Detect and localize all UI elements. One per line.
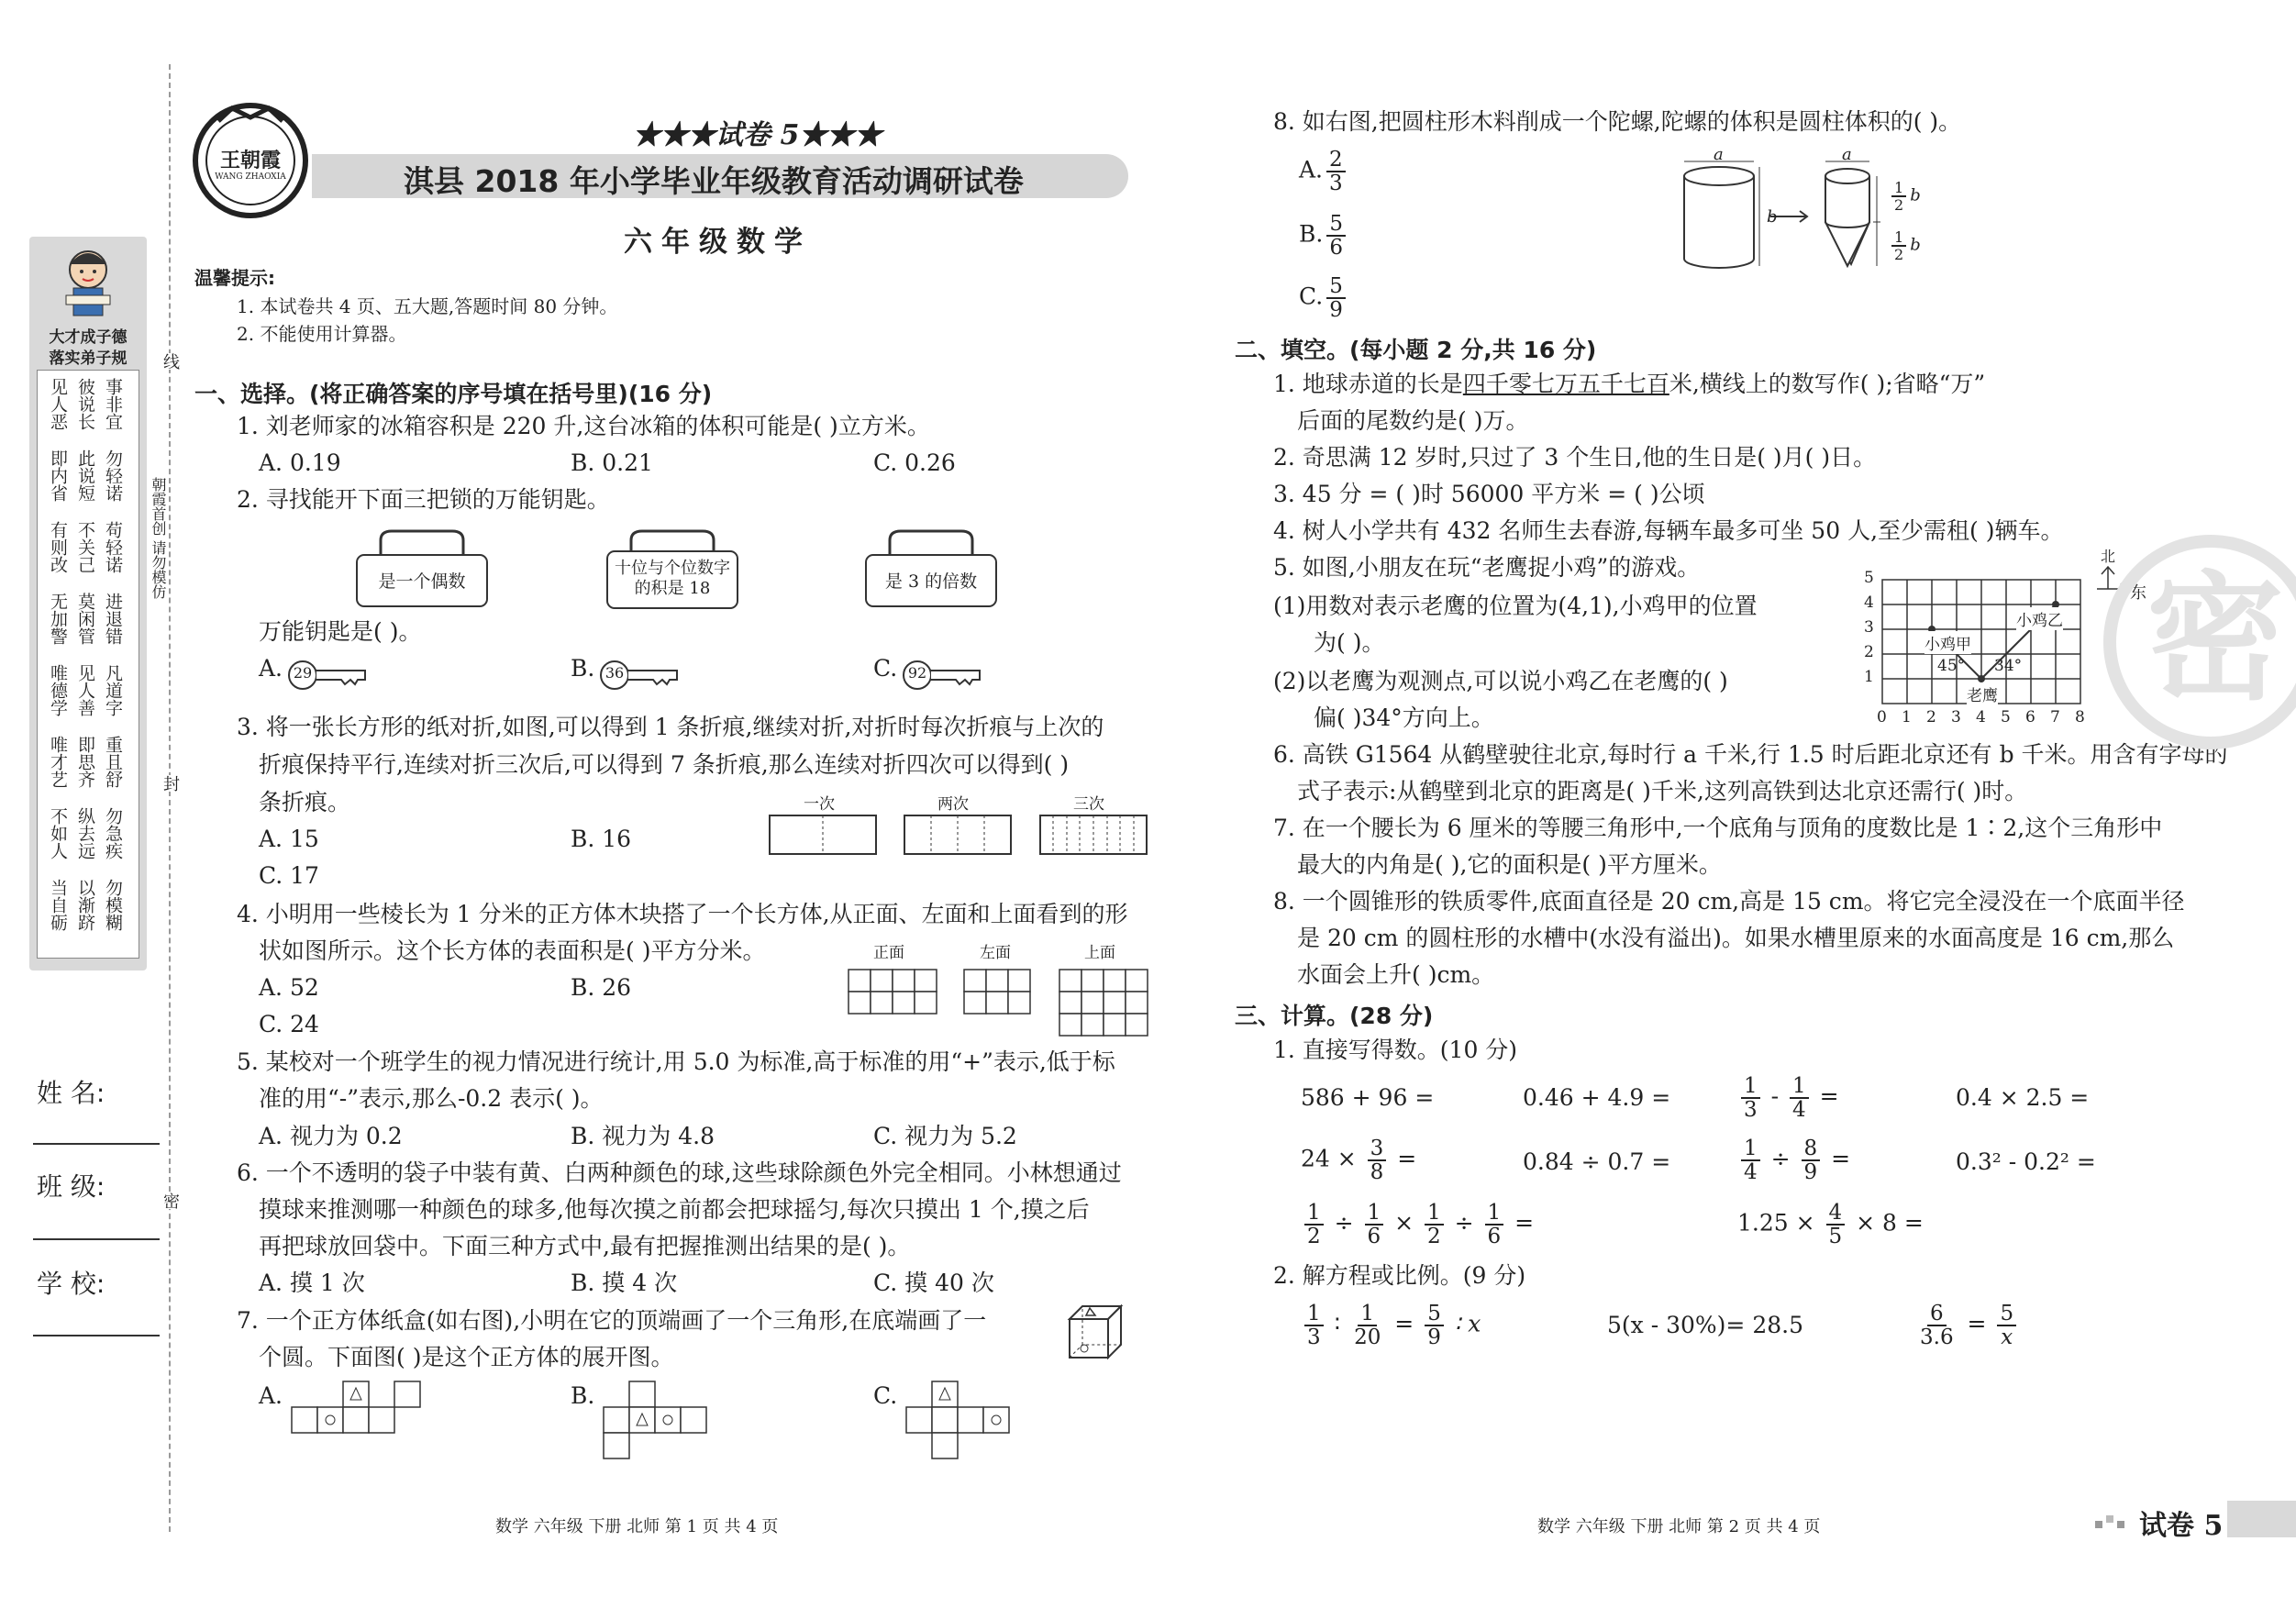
y-tick-label: 5: [1864, 569, 1874, 587]
key-b-label[interactable]: B.: [571, 655, 595, 682]
s1-q6-line1: 6. 一个不透明的袋子中装有黄、白两种颜色的球,这些球除颜色外完全相同。小林想通过: [237, 1159, 1122, 1186]
s2-q7-line2: 最大的内角是( ),它的面积是( )平方厘米。: [1297, 851, 1722, 878]
op: -: [1770, 1082, 1780, 1110]
fold-label-3: 三次: [1073, 795, 1104, 814]
bind-label-seal: 封: [158, 775, 182, 792]
bind-label-line: 线: [158, 353, 182, 370]
grid-angle-2: 34°: [1994, 657, 2023, 675]
op: =: [1514, 1209, 1535, 1237]
logo-text: 王朝霞: [219, 149, 281, 172]
op: ÷: [1454, 1209, 1474, 1237]
grid-angle-1: 45°: [1937, 657, 1966, 675]
footer-left: 数学 六年级 下册 北师 第 1 页 共 4 页: [495, 1517, 779, 1536]
lock-2: [604, 527, 741, 610]
den: 5: [1828, 1225, 1843, 1248]
fold-label-1: 一次: [804, 795, 835, 814]
fold-paper-3: [1039, 815, 1148, 855]
x-tick-label: 1: [1902, 708, 1912, 726]
num: 8: [1802, 1137, 1821, 1161]
y-tick-label: 1: [1864, 668, 1874, 686]
op: ÷: [1334, 1209, 1354, 1237]
name-label: 姓 名:: [37, 1078, 105, 1108]
s1-q8-opt-b[interactable]: [1299, 213, 1349, 259]
num: 5: [1326, 213, 1346, 237]
calc-r1c1[interactable]: 586 + 96 =: [1301, 1084, 1435, 1111]
op: ×: [1394, 1209, 1414, 1237]
s2-q6-line2: 式子表示:从鹤壁到北京的距离是( )千米,这列高铁到达北京还需行( )时。: [1297, 778, 2028, 804]
s2-q8-line1: 8. 一个圆锥形的铁质零件,底面直径是 20 cm,高是 15 cm。将它完全浸没在一个底面半径: [1273, 888, 2185, 915]
s3-sub2: 2. 解方程或比例。(9 分): [1273, 1262, 1526, 1289]
frac: [1790, 1075, 1809, 1121]
op: ∶: [1334, 1310, 1341, 1337]
den: 4: [1744, 1160, 1758, 1184]
s1-q2: 2. 寻找能开下面三把锁的万能钥匙。: [237, 486, 610, 513]
motto-column: 见人善: [75, 664, 95, 716]
school-label: 学 校:: [37, 1269, 105, 1299]
frac: [1304, 1202, 1324, 1248]
op: =: [1819, 1082, 1839, 1110]
exam-badge: ★★★试卷 5★★★: [633, 119, 882, 151]
s1-q6-opt-a[interactable]: A. 摸 1 次: [259, 1270, 365, 1296]
s2-q2: 2. 奇思满 12 岁时,只过了 3 个生日,他的生日是( )月( )日。: [1273, 444, 1877, 471]
s2-q7-line1: 7. 在一个腰长为 6 厘米的等腰三角形中,一个底角与顶角的度数比是 1∶2,这个三角形中: [1273, 815, 2163, 841]
key-b-number: 36: [605, 664, 625, 682]
frac: [1997, 1303, 2016, 1348]
eq-2[interactable]: 5(x - 30%)= 28.5: [1607, 1312, 1803, 1338]
s2-q5-1a: (1)用数对表示老鹰的位置为(4,1),小鸡甲的位置: [1273, 593, 1758, 619]
num: 1: [1365, 1202, 1384, 1225]
view-label-left: 左面: [980, 944, 1011, 962]
motto-column: 重且舒: [103, 736, 123, 788]
s2-q1-text: 1. 地球赤道的长是: [1273, 371, 1463, 397]
key-a-icon[interactable]: [286, 659, 371, 692]
tip-1: 1. 本试卷共 4 页、五大题,答题时间 80 分钟。: [237, 295, 618, 317]
lock-1: [353, 527, 491, 610]
frac: [1425, 1303, 1444, 1348]
calc-r3c2[interactable]: [1737, 1202, 1924, 1248]
calc-r1c4[interactable]: 0.4 × 2.5 =: [1956, 1084, 2090, 1111]
s1-q3-line1: 3. 将一张长方形的纸对折,如图,可以得到 1 条折痕,继续对折,对折时每次折痕与上次的: [237, 714, 1104, 740]
s1-q8-opt-a-label: A.: [1299, 156, 1324, 183]
frac: [1917, 1303, 1957, 1348]
s1-q3-opt-c[interactable]: C. 17: [259, 862, 319, 889]
s2-q3: 3. 45 分 = ( )时 56000 平方米 = ( )公顷: [1273, 481, 1705, 507]
eq-1[interactable]: [1301, 1303, 1481, 1348]
view-top: [1059, 969, 1150, 1040]
num: 1: [1741, 1075, 1760, 1099]
x-tick-label: 7: [2050, 708, 2060, 726]
section1-heading: 一、选择。(将正确答案的序号填在括号里)(16 分): [194, 381, 713, 407]
s1-q3-opt-b[interactable]: B. 16: [571, 826, 632, 852]
lock-3-label: 是 3 的倍数: [884, 571, 978, 592]
cyl-label-b: b: [1767, 207, 1778, 227]
name-field[interactable]: [33, 1143, 160, 1145]
s1-q8-opt-c[interactable]: [1299, 275, 1349, 321]
s2-q1-blank: 米,横线上的数写作( );省略“万”: [1669, 371, 1986, 397]
num: 1: [1358, 1303, 1377, 1326]
frac-5-9: [1326, 275, 1346, 321]
motto-column: 有则改: [48, 521, 68, 573]
footer-badge-bar: [2227, 1501, 2296, 1537]
num: 1: [1891, 229, 1906, 247]
s1-q5-opt-b[interactable]: B. 视力为 4.8: [571, 1123, 715, 1149]
key-a-number: 29: [293, 664, 313, 682]
calc-r3c1[interactable]: [1301, 1202, 1534, 1248]
y-tick-label: 2: [1864, 643, 1874, 661]
s1-q1-opt-a[interactable]: A. 0.19: [259, 449, 341, 476]
s2-q5-1b: 为( )。: [1314, 629, 1385, 656]
eq-3[interactable]: [1913, 1303, 2020, 1348]
frac: [1365, 1202, 1384, 1248]
s2-q8-line3: 水面会上升( )cm。: [1297, 961, 1495, 988]
s1-q4-opt-c[interactable]: C. 24: [259, 1011, 319, 1037]
fold-paper-1: [769, 815, 877, 855]
num: 1: [1425, 1202, 1444, 1225]
cube-icon: [1066, 1303, 1125, 1365]
num: 3: [1368, 1137, 1387, 1161]
motto-column: 勿急疾: [103, 807, 123, 859]
s1-q6-opt-c[interactable]: C. 摸 40 次: [873, 1270, 994, 1296]
seal-text: 密: [2146, 558, 2285, 719]
s3-sub1: 1. 直接写得数。(10 分): [1273, 1037, 1518, 1063]
motto-column: 勿模糊: [103, 879, 123, 931]
den: 8: [1370, 1160, 1384, 1184]
frac: [1425, 1202, 1444, 1248]
num: 6: [1927, 1303, 1947, 1326]
cyl-label-a: a: [1714, 145, 1724, 164]
den: 2: [1427, 1225, 1441, 1248]
frac: [1741, 1137, 1760, 1183]
calc-r1c3[interactable]: [1737, 1075, 1839, 1121]
motto-column: 以渐跻: [75, 879, 95, 931]
class-label: 班 级:: [37, 1171, 105, 1202]
key-c-label[interactable]: C.: [873, 655, 898, 682]
den: 3: [1744, 1098, 1758, 1122]
top-label-a: a: [1842, 145, 1852, 164]
op: =: [1394, 1310, 1414, 1337]
s1-q2-tail: 万能钥匙是( )。: [259, 618, 422, 645]
s1-q7-opt-a[interactable]: A.: [259, 1382, 283, 1409]
den: x: [2001, 1325, 2013, 1349]
header-swoosh: [312, 99, 1137, 103]
s1-q5-line1: 5. 某校对一个班学生的视力情况进行统计,用 5.0 为标准,高于标准的用“+”表示,低于标: [237, 1048, 1115, 1075]
s2-q8-line2: 是 20 cm 的圆柱形的水槽中(水没有溢出)。如果水槽里原来的水面高度是 16 cm,那么: [1297, 925, 2175, 951]
op: ÷: [1770, 1145, 1791, 1172]
num: 1: [1891, 180, 1906, 197]
s1-q6-opt-b[interactable]: B. 摸 4 次: [571, 1270, 678, 1296]
s1-q1-opt-c[interactable]: C. 0.26: [873, 449, 956, 476]
num: 1: [1304, 1202, 1324, 1225]
motto-bottom: 落实弟子规: [49, 349, 128, 368]
s2-q6-line1: 6. 高铁 G1564 从鹤壁驶往北京,每时行 a 千米,行 1.5 时后距北京还有 b 千米。用含有字母的: [1273, 741, 2228, 768]
den: 3.6: [1920, 1325, 1954, 1349]
motto-column: 见人恶: [48, 378, 68, 430]
school-field[interactable]: [33, 1335, 160, 1336]
den: 6: [1487, 1225, 1502, 1248]
s1-q4-opt-b[interactable]: B. 26: [571, 974, 632, 1001]
lock-1-label: 是一个偶数: [378, 571, 466, 592]
grid-eagle: 老鹰: [1967, 682, 1998, 705]
motto-column: 事非宜: [103, 378, 123, 430]
op: =: [1967, 1310, 1987, 1337]
logo-subtext: WANG ZHAOXIA: [215, 172, 286, 182]
den: 6: [1329, 236, 1343, 260]
den: 2: [1894, 246, 1904, 263]
s1-q8: 8. 如右图,把圆柱形木料削成一个陀螺,陀螺的体积是圆柱体积的( )。: [1273, 108, 1962, 135]
motto-column: 唯德学: [48, 664, 68, 716]
den: 2: [1307, 1225, 1321, 1248]
motto-column: 莫闲管: [75, 593, 95, 645]
s1-q8-opt-a[interactable]: [1299, 149, 1349, 194]
bind-label-note: 朝霞首创 请勿模仿: [150, 477, 167, 600]
motto-top: 大才成子德: [49, 328, 128, 347]
num: 5: [1997, 1303, 2016, 1326]
motto-column: 唯才艺: [48, 736, 68, 788]
den: 9: [1427, 1325, 1441, 1349]
motto-column: 即思齐: [75, 736, 95, 788]
s1-q3-line2: 折痕保持平行,连续对折三次后,可以得到 7 条折痕,那么连续对折四次可以得到( ): [259, 751, 1070, 778]
x-tick-label: 0: [1877, 708, 1887, 726]
s1-q4-line2: 状如图所示。这个长方体的表面积是( )平方分米。: [259, 937, 766, 964]
den: 6: [1367, 1225, 1381, 1248]
tip-2: 2. 不能使用计算器。: [237, 323, 407, 345]
fold-label-2: 两次: [937, 795, 969, 814]
view-front: [848, 969, 939, 1018]
s2-q1: [1273, 369, 1985, 400]
x-tick-label: 2: [1926, 708, 1936, 726]
num: 4: [1826, 1202, 1846, 1225]
s2-q5-2b: 偏( )34°方向上。: [1314, 704, 1494, 731]
num: 5: [1425, 1303, 1444, 1326]
key-c-number: 92: [907, 664, 927, 682]
frac: [1741, 1075, 1760, 1121]
grid-chick-b: 小鸡乙: [2016, 607, 2063, 630]
s1-q5-opt-c[interactable]: C. 视力为 5.2: [873, 1123, 1017, 1149]
exam-title: 淇县 2018 年小学毕业年级教育活动调研试卷: [404, 163, 1024, 199]
s2-q1-underlined: 四千零七万五千七百: [1462, 371, 1669, 397]
view-left: [963, 969, 1033, 1018]
num: 1: [1485, 1202, 1504, 1225]
s1-q5-opt-a[interactable]: A. 视力为 0.2: [259, 1123, 403, 1149]
s1-q4-opt-a[interactable]: A. 52: [259, 974, 319, 1001]
motto-column: 勿轻诺: [103, 449, 123, 502]
s2-q5-2a: (2)以老鹰为观测点,可以说小鸡乙在老鹰的( ): [1273, 668, 1728, 694]
s1-q1-opt-b[interactable]: B. 0.21: [571, 449, 653, 476]
net-a[interactable]: [288, 1380, 426, 1438]
motto-column: 即内省: [48, 449, 68, 502]
key-b-icon[interactable]: [598, 659, 682, 692]
calc-r2c2[interactable]: 0.84 ÷ 0.7 =: [1523, 1148, 1671, 1175]
s1-q5-line2: 准的用“-”表示,那么-0.2 表示( )。: [259, 1085, 604, 1112]
calc-r1c2[interactable]: 0.46 + 4.9 =: [1523, 1084, 1671, 1111]
s1-q6-line2: 摸球来推测哪一种颜色的球多,他每次摸之前都会把球摇匀,每次只摸出 1 个,摸之后: [259, 1196, 1090, 1223]
seal-watermark: [2101, 532, 2296, 752]
s1-q8-opt-b-label: B.: [1299, 220, 1324, 248]
subject-title: 六年级数学: [624, 226, 812, 259]
frac: [1351, 1303, 1383, 1348]
op: 1.25 ×: [1737, 1209, 1815, 1237]
var-b: b: [1910, 235, 1921, 255]
frac: [1368, 1137, 1387, 1183]
s2-q1-line2: 后面的尾数约是( )万。: [1297, 407, 1529, 434]
num: 1: [1790, 1075, 1809, 1099]
motto-column: 纵去远: [75, 807, 95, 859]
motto-column: 彼说长: [75, 378, 95, 430]
num: 1: [1304, 1303, 1324, 1326]
frac: [1826, 1202, 1846, 1248]
s1-q1: 1. 刘老师家的冰箱容积是 220 升,这台冰箱的体积可能是( )立方米。: [237, 413, 930, 439]
op: =: [1397, 1145, 1417, 1172]
view-label-front: 正面: [873, 944, 904, 962]
s2-q4: 4. 树人小学共有 432 名师生去春游,每辆车最多可坐 50 人,至少需租( )辆车。: [1273, 517, 2064, 544]
motto-column: 不如人: [48, 807, 68, 859]
den: 3: [1329, 172, 1343, 195]
num: 2: [1326, 149, 1346, 172]
motto-column: 不关己: [75, 521, 95, 573]
frac-2-3: [1326, 149, 1346, 194]
cylinder-diagram: [1679, 145, 1963, 275]
net-b[interactable]: [600, 1380, 738, 1466]
grid-east: 东: [2130, 583, 2146, 603]
x-tick-label: 4: [1976, 708, 1986, 726]
num: 1: [1741, 1137, 1760, 1161]
lock-3: [862, 527, 1000, 610]
lock-2-label: 十位与个位数字的积是 18: [615, 559, 730, 598]
net-c[interactable]: [903, 1380, 1040, 1466]
var-b: b: [1910, 185, 1921, 205]
key-a-label[interactable]: A.: [259, 655, 283, 682]
den: 4: [1792, 1098, 1806, 1122]
op: =: [1831, 1145, 1851, 1172]
section2-heading: 二、填空。(每小题 2 分,共 16 分): [1235, 337, 1597, 363]
grid-north: 北: [2101, 548, 2116, 565]
footer-right: 数学 六年级 下册 北师 第 2 页 共 4 页: [1537, 1517, 1821, 1536]
cartoon-boy-icon: [57, 246, 119, 319]
op: 24 ×: [1301, 1145, 1357, 1172]
key-c-icon[interactable]: [901, 659, 985, 692]
op: ∶ x: [1454, 1310, 1481, 1337]
frac: [1802, 1137, 1821, 1183]
logo: [191, 101, 310, 220]
y-tick-label: 3: [1864, 618, 1874, 637]
bind-label-secret: 密: [158, 1192, 182, 1209]
y-tick-label: 4: [1864, 593, 1874, 612]
tips-heading: 温馨提示:: [194, 267, 275, 289]
motto-column: 凡道字: [103, 664, 123, 716]
motto-column: 苟轻诺: [103, 521, 123, 573]
s1-q8-opt-c-label: C.: [1299, 283, 1324, 310]
fold-paper-2: [904, 815, 1012, 855]
s1-q3-line3: 条折痕。: [259, 789, 351, 815]
binding-dash-line: [169, 64, 171, 1532]
s2-q5: 5. 如图,小朋友在玩“老鹰捉小鸡”的游戏。: [1273, 554, 1701, 581]
x-tick-label: 8: [2075, 708, 2085, 726]
top-half-2: [1888, 229, 1921, 262]
frac-5-6: [1326, 213, 1346, 259]
motto-column: 此说短: [75, 449, 95, 502]
x-tick-label: 6: [2025, 708, 2035, 726]
op: × 8 =: [1856, 1209, 1924, 1237]
s1-q4-line1: 4. 小明用一些棱长为 1 分米的正方体木块搭了一个长方体,从正面、左面和上面看到的形: [237, 901, 1128, 927]
calc-r2c1[interactable]: [1301, 1137, 1416, 1183]
s1-q7-opt-c[interactable]: C.: [873, 1382, 898, 1409]
motto-column: 进退错: [103, 593, 123, 645]
frac: [1485, 1202, 1504, 1248]
den: 9: [1329, 298, 1343, 322]
den: 20: [1354, 1325, 1381, 1349]
calc-r2c3[interactable]: [1737, 1137, 1850, 1183]
frac: [1304, 1303, 1324, 1348]
class-field[interactable]: [33, 1238, 160, 1240]
footer-badge: 试卷 5: [2139, 1510, 2224, 1542]
num: 5: [1326, 275, 1346, 299]
x-tick-label: 3: [1951, 708, 1961, 726]
top-half-1: [1888, 180, 1921, 213]
s1-q3-opt-a[interactable]: A. 15: [259, 826, 319, 852]
motto-column: 无加警: [48, 593, 68, 645]
view-label-top: 上面: [1084, 944, 1115, 962]
s1-q7-line1: 7. 一个正方体纸盒(如右图),小明在它的顶端画了一个三角形,在底端画了一: [237, 1307, 987, 1334]
den: 2: [1894, 196, 1904, 214]
s1-q6-line3: 再把球放回袋中。下面三种方式中,最有把握推测出结果的是( )。: [259, 1233, 911, 1259]
x-tick-label: 5: [2001, 708, 2011, 726]
s1-q7-line2: 个圆。下面图( )是这个正方体的展开图。: [259, 1344, 674, 1370]
den: 9: [1803, 1160, 1818, 1184]
footer-badge-dots: [2095, 1512, 2132, 1530]
calc-r2c4[interactable]: 0.3² - 0.2² =: [1956, 1148, 2096, 1175]
section3-heading: 三、计算。(28 分): [1235, 1003, 1434, 1029]
motto-column: 当自砺: [48, 879, 68, 931]
grid-chick-a: 小鸡甲: [1924, 631, 1971, 654]
den: 3: [1307, 1325, 1321, 1349]
s1-q7-opt-b[interactable]: B.: [571, 1382, 595, 1409]
